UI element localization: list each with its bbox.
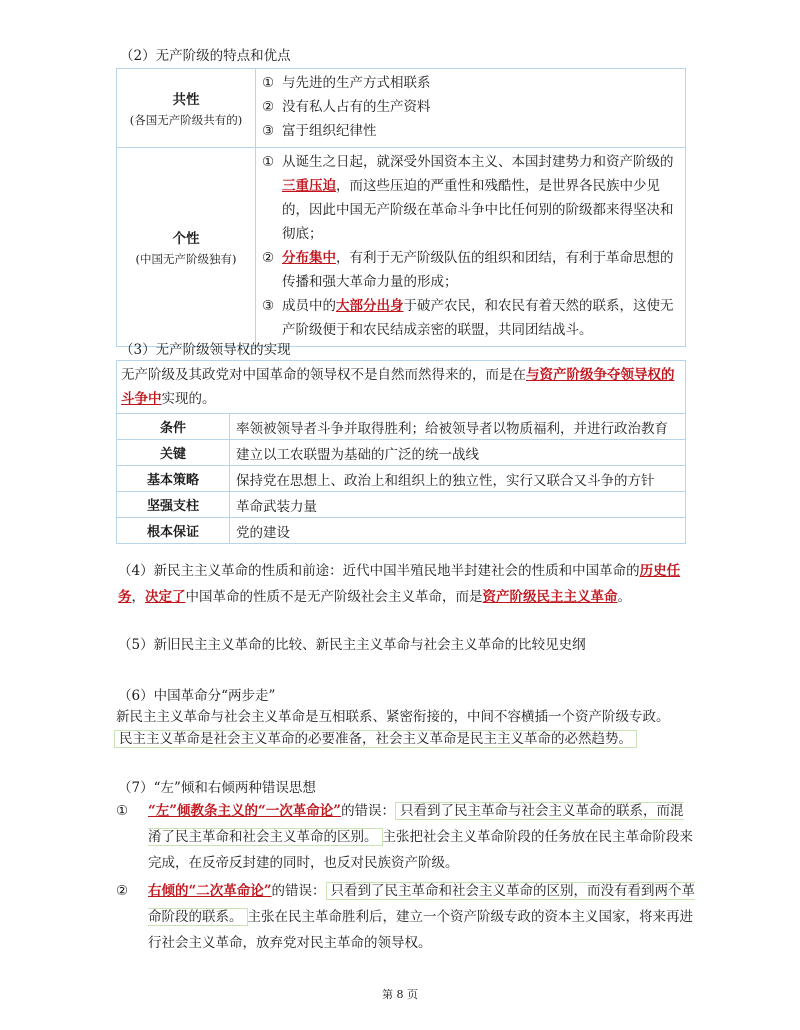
list-item: ① “左”倾教条主义的“一次革命论”的错误： 只看到了民主革命与社会主义革命的联系，而混淆了民主革命和社会主义革命的区别。 主张把社会主义革命阶段的任务放在民主革命阶段来完成，在反帝反封建的同时，也反对民族资产阶级。 [116, 803, 693, 871]
list-item: ① 从诞生之日起，就深受外国资本主义、本国封建势力和资产阶级的三重压迫，而这些压迫的严重性和残酷性，是世界各民族中少见的，因此中国无产阶级在革命斗争中比任何别的阶级都来得坚决和彻底； [262, 154, 674, 242]
unique-label-cell [117, 148, 256, 347]
section-6-line2-box [114, 728, 637, 750]
common-label: 共性 [172, 92, 200, 108]
list-item: ② 没有私人占有的生产资料 [262, 99, 431, 115]
table-row: 关键 建立以工农联盟为基础的广泛的统一战线 [117, 440, 686, 466]
list-item: ① 与先进的生产方式相联系 [262, 75, 431, 91]
leadership-intro: 无产阶级及其政党对中国革命的领导权不是自然而然得来的，而是在与资产阶级争夺领导权的斗争中实现的。 [117, 361, 686, 414]
common-sublabel: (各国无产阶级共有的) [129, 113, 243, 127]
section-2-title: （2）无产阶级的特点和优点 [120, 48, 291, 64]
section-5-title: （5）新旧民主主义革命的比较、新民主主义革命与社会主义革命的比较见史纲 [118, 637, 586, 653]
common-traits-row [117, 69, 686, 148]
section-6-line1: 新民主主义革命与社会主义革命是互相联系、紧密衔接的，中间不容横插一个资产阶级专政。 [116, 709, 670, 725]
section-6-title: （6）中国革命分“两步走” [118, 688, 276, 704]
section-4-paragraph: （4）新民主主义革命的性质和前途：近代中国半殖民地半封建社会的性质和中国革命的历史任务，决定了中国革命的性质不是无产阶级社会主义革命，而是资产阶级民主主义革命。 [118, 563, 681, 605]
table-row: 基本策略 保持党在思想上、政治上和组织上的独立性，实行又联合又斗争的方针 [117, 466, 686, 492]
list-item: ③ 成员中的大部分出身于破产农民，和农民有着天然的联系，这使无产阶级便于和农民结成亲密的联盟，共同团结战斗。 [262, 298, 674, 338]
page-number: 第 8 页 [382, 988, 418, 1001]
errors-list [116, 798, 696, 958]
highlight: 右倾的“二次革命论” [148, 883, 272, 899]
highlight: 历史任务 [118, 563, 681, 605]
highlight: 大部分出身 [336, 298, 404, 314]
highlight: 与资产阶级争夺领导权的斗争中 [121, 367, 675, 407]
table-row: 坚强支柱 革命武装力量 [117, 492, 686, 518]
table-row: 条件 率领被领导者斗争并取得胜利；给被领导者以物质福利，并进行政治教育 [117, 414, 686, 440]
proletariat-traits-table [116, 68, 686, 347]
section-7-title: （7）“左”倾和右倾两种错误思想 [118, 780, 316, 796]
highlight: 资产阶级民主主义革命 [482, 589, 618, 605]
unique-traits-row [117, 148, 686, 347]
unique-label: 个性 [172, 231, 200, 247]
common-items-cell [256, 69, 686, 148]
common-label-cell [117, 69, 256, 148]
list-item: ② 右倾的“二次革命论”的错误： 只看到了民主革命和社会主义革命的区别，而没有看到两个革命阶段的联系。 主张在民主革命胜利后，建立一个资产阶级专政的资本主义国家，将来再进行社会主义革命，放弃党对民主革命的领导权。 [116, 883, 696, 951]
highlight: 决定了 [145, 589, 186, 605]
list-item: ③ 富于组织纪律性 [262, 123, 377, 139]
unique-sublabel: (中国无产阶级独有) [135, 252, 237, 266]
highlight: “左”倾教条主义的“一次革命论” [148, 803, 342, 819]
highlight: 分布集中 [282, 250, 336, 266]
list-item: ② 分布集中，有利于无产阶级队伍的组织和团结，有利于革命思想的传播和强大革命力量的形成； [262, 250, 674, 290]
table-row: 根本保证 党的建设 [117, 518, 686, 544]
unique-items-cell [256, 148, 686, 347]
leadership-table [116, 360, 686, 544]
section-6-line2: 民主主义革命是社会主义革命的必要准备，社会主义革命是民主主义革命的必然趋势。 [114, 730, 637, 748]
highlight: 三重压迫 [282, 178, 336, 194]
section-3-title: （3）无产阶级领导权的实现 [120, 342, 291, 358]
